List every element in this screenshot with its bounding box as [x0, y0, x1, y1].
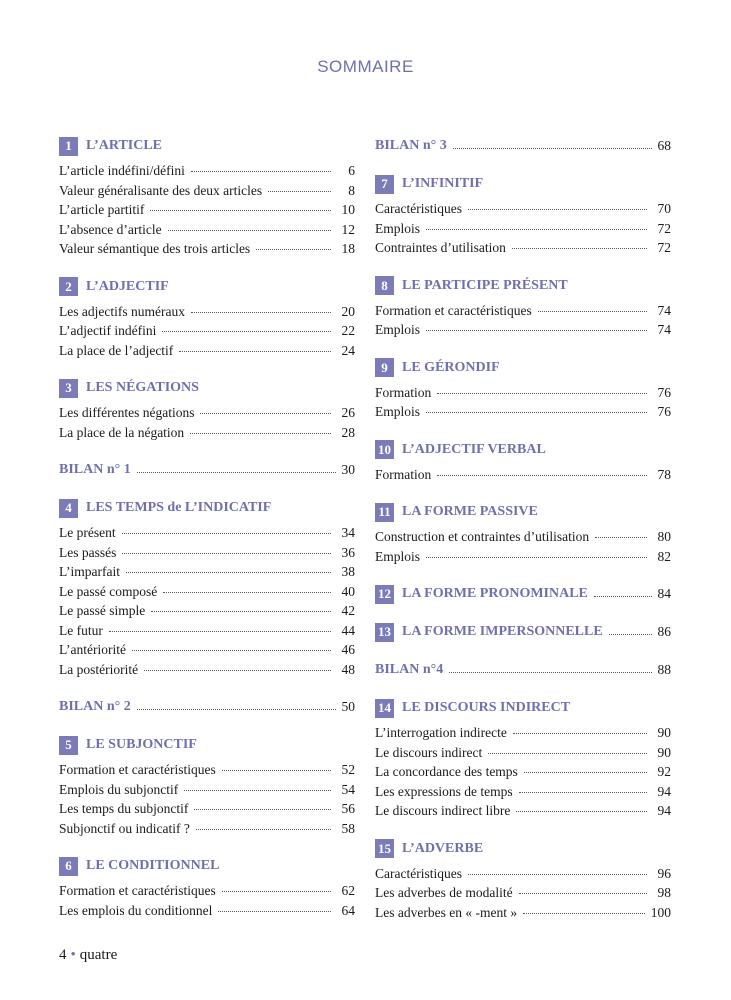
section-gap	[375, 258, 671, 276]
toc-entry-page: 58	[341, 820, 355, 836]
toc-entry-page: 94	[657, 803, 671, 818]
toc-entry-page: 34	[341, 525, 355, 540]
chapter-heading[interactable]	[59, 735, 355, 755]
toc-entry[interactable]	[375, 383, 671, 403]
toc-entry-label: L’antériorité	[59, 642, 126, 657]
toc-entry-label: Les adverbes en « -ment »	[375, 904, 518, 920]
toc-entry[interactable]	[59, 799, 355, 819]
dot-leader	[468, 874, 647, 875]
toc-entry-label: Le discours indirect libre	[375, 803, 511, 818]
chapter-number-badge: 13	[375, 623, 394, 642]
chapter-title: L’INFINITIF	[402, 176, 484, 191]
toc-entry-page: 76	[657, 404, 671, 419]
chapter-title: LES NÉGATIONS	[86, 380, 199, 395]
footer-bullet: •	[70, 947, 76, 963]
toc-entry-label: Valeur généralisante des deux articles	[59, 182, 263, 198]
toc-entry-page: 76	[657, 384, 671, 400]
dot-leader	[218, 911, 331, 912]
toc-entry-label: Le discours indirect	[375, 744, 483, 760]
chapter-heading[interactable]	[375, 358, 671, 378]
toc-entry-label: La concordance des temps	[375, 764, 518, 779]
toc-entry[interactable]	[59, 881, 355, 901]
toc-entry[interactable]	[59, 239, 355, 259]
chapter-number-badge: 1	[59, 137, 78, 156]
chapter-number-badge: 2	[59, 277, 78, 296]
toc-entry[interactable]	[59, 562, 355, 582]
toc-entry[interactable]	[59, 640, 355, 660]
section-gap	[375, 642, 671, 660]
dot-leader	[453, 148, 652, 149]
toc-entry-page: 90	[657, 725, 671, 740]
chapter-page: 86	[657, 624, 671, 639]
toc-entry-label: Caractéristiques	[375, 201, 462, 216]
toc-entry-page: 44	[341, 622, 355, 638]
dot-leader	[194, 809, 331, 810]
chapter-heading[interactable]	[375, 622, 671, 642]
dot-leader	[184, 790, 331, 791]
toc-entry[interactable]	[375, 801, 671, 821]
chapter-title: LE DISCOURS INDIRECT	[402, 700, 571, 715]
chapter-title: L’ADJECTIF	[86, 278, 169, 294]
toc-entry[interactable]	[59, 181, 355, 201]
toc-entry-label: Le passé composé	[59, 583, 158, 599]
chapter-number-badge: 5	[59, 736, 78, 755]
section-gap	[59, 480, 355, 498]
toc-entry-page: 24	[341, 342, 355, 358]
section-gap	[59, 838, 355, 856]
toc-entry-page: 22	[341, 323, 355, 338]
dot-leader	[200, 413, 331, 414]
chapter-section	[375, 698, 671, 821]
chapter-page: 84	[657, 586, 671, 601]
bilan-entry[interactable]	[59, 697, 355, 717]
chapter-section	[375, 358, 671, 422]
toc-entry-page: 78	[657, 466, 671, 482]
toc-entry-page: 72	[657, 220, 671, 236]
dot-leader	[196, 829, 331, 830]
toc-entry[interactable]	[375, 320, 671, 340]
section-gap	[59, 442, 355, 460]
bilan-entry[interactable]	[375, 660, 671, 680]
chapter-section	[59, 856, 355, 920]
dot-leader	[426, 412, 647, 413]
chapter-title: LE PARTICIPE PRÉSENT	[402, 277, 568, 293]
toc-entry[interactable]	[59, 760, 355, 780]
chapter-section	[59, 735, 355, 838]
toc-entry[interactable]	[59, 302, 355, 322]
chapter-section	[59, 277, 355, 361]
toc-entry-page: 98	[657, 885, 671, 900]
toc-entry-label: Formation et caractéristiques	[59, 762, 216, 777]
dot-leader	[437, 393, 647, 394]
dot-leader	[594, 596, 652, 597]
toc-entry[interactable]	[59, 819, 355, 839]
chapter-heading[interactable]	[59, 136, 355, 156]
chapter-heading[interactable]	[59, 378, 355, 398]
chapter-number-badge: 14	[375, 699, 394, 718]
dot-leader	[122, 533, 331, 534]
dot-leader	[516, 811, 647, 812]
dot-leader	[595, 537, 647, 538]
toc-entry-page: 62	[341, 883, 355, 898]
dot-leader	[523, 913, 645, 914]
section-gap	[375, 340, 671, 358]
dot-leader	[144, 670, 331, 671]
toc-entry-page: 46	[341, 642, 355, 657]
bilan-page: 30	[341, 462, 355, 477]
dot-leader	[538, 311, 647, 312]
toc-entry[interactable]	[59, 660, 355, 680]
toc-entry[interactable]	[59, 543, 355, 563]
section-gap	[375, 680, 671, 698]
toc-entry[interactable]	[59, 220, 355, 240]
toc-entry-label: L’interrogation indirecte	[375, 725, 507, 740]
page-title: SOMMAIRE	[317, 57, 414, 76]
toc-entry-label: Emplois	[375, 322, 421, 337]
toc-entry[interactable]	[59, 780, 355, 800]
footer-page-number: 4	[59, 947, 67, 963]
dot-leader	[488, 753, 647, 754]
chapter-number-badge: 8	[375, 276, 394, 295]
dot-leader	[426, 330, 647, 331]
bilan-entry[interactable]	[59, 460, 355, 480]
toc-entry-page: 74	[657, 302, 671, 318]
dot-leader	[151, 611, 331, 612]
chapter-number-badge: 3	[59, 379, 78, 398]
toc-entry-page: 64	[341, 902, 355, 918]
toc-entry[interactable]	[59, 161, 355, 181]
toc-entry-label: La place de l’adjectif	[59, 342, 174, 358]
chapter-number-badge: 11	[375, 503, 394, 522]
bilan-entry[interactable]	[375, 136, 671, 156]
toc-entry-label: Les adverbes de modalité	[375, 885, 513, 900]
dot-leader	[137, 709, 336, 710]
toc-entry-label: La place de la négation	[59, 424, 185, 440]
section-gap	[375, 566, 671, 584]
toc-entry-page: 54	[341, 781, 355, 797]
section-gap	[375, 484, 671, 502]
page-footer	[59, 947, 117, 964]
chapter-heading[interactable]	[59, 856, 355, 876]
toc-entry-label: Emplois	[375, 220, 421, 236]
chapter-section	[375, 839, 671, 923]
toc-entry-page: 26	[341, 405, 355, 420]
toc-entry-page: 100	[650, 904, 671, 920]
toc-entry-page: 10	[341, 202, 355, 217]
toc-entry-label: Les différentes négations	[59, 405, 195, 420]
section-gap	[59, 360, 355, 378]
toc-entry-label: Emplois du subjonctif	[59, 781, 179, 797]
toc-entry[interactable]	[375, 782, 671, 802]
toc-entry[interactable]	[375, 547, 671, 567]
chapter-title: L’ADVERBE	[402, 840, 484, 856]
toc-entry-label: Les temps du subjonctif	[59, 801, 189, 816]
toc-entry[interactable]	[59, 200, 355, 220]
toc-entry-page: 6	[348, 163, 355, 178]
toc-entry-page: 40	[341, 583, 355, 599]
toc-entry[interactable]	[375, 762, 671, 782]
toc-entry-page: 20	[341, 303, 355, 319]
bilan-title: BILAN n° 1	[59, 462, 131, 477]
toc-entry[interactable]	[59, 621, 355, 641]
section-gap	[375, 604, 671, 622]
dot-leader	[191, 171, 331, 172]
toc-entry-label: Le présent	[59, 525, 116, 540]
chapter-title: LE CONDITIONNEL	[86, 858, 220, 873]
toc-entry-label: Formation et caractéristiques	[375, 302, 532, 318]
bilan-page: 50	[341, 699, 355, 714]
dot-leader	[519, 792, 647, 793]
toc-entry-label: Construction et contraintes d’utilisation	[375, 529, 590, 544]
dot-leader	[162, 331, 331, 332]
toc-right-column	[375, 136, 671, 922]
toc-entry-page: 80	[657, 529, 671, 544]
dot-leader	[609, 634, 652, 635]
toc-entry[interactable]	[59, 901, 355, 921]
chapter-section	[375, 440, 671, 485]
bilan-title: BILAN n° 3	[375, 138, 447, 153]
toc-entry[interactable]	[59, 423, 355, 443]
toc-entry-label: L’article partitif	[59, 202, 145, 217]
dot-leader	[426, 557, 647, 558]
dot-leader	[132, 650, 331, 651]
dot-leader	[222, 891, 331, 892]
toc-entry[interactable]	[59, 403, 355, 423]
dot-leader	[449, 672, 651, 673]
toc-entry-label: Le futur	[59, 622, 103, 638]
toc-entry[interactable]	[59, 321, 355, 341]
chapter-section	[59, 136, 355, 259]
toc-entry-page: 42	[341, 603, 355, 618]
chapter-number-badge: 7	[375, 175, 394, 194]
chapter-title: LES TEMPS de L’INDICATIF	[86, 500, 272, 515]
toc-entry[interactable]	[375, 903, 671, 923]
toc-entry[interactable]	[375, 864, 671, 884]
toc-entry-label: Contraintes d’utilisation	[375, 240, 506, 255]
chapter-number-badge: 15	[375, 839, 394, 858]
chapter-title: LE SUBJONCTIF	[86, 737, 197, 752]
toc-entry-page: 8	[348, 182, 355, 198]
dot-leader	[513, 733, 647, 734]
toc-entry[interactable]	[375, 199, 671, 219]
chapter-title: L’ADJECTIF VERBAL	[402, 441, 546, 457]
toc-entry-page: 48	[341, 661, 355, 677]
toc-entry-page: 38	[341, 564, 355, 579]
dot-leader	[150, 210, 331, 211]
toc-entry[interactable]	[59, 523, 355, 543]
chapter-title: LA FORME IMPERSONNELLE	[402, 624, 603, 639]
toc-entry-label: Subjonctif ou indicatif ?	[59, 820, 190, 836]
toc-entry-label: Caractéristiques	[375, 865, 462, 881]
dot-leader	[512, 248, 647, 249]
dot-leader	[437, 475, 647, 476]
toc-entry-page: 52	[341, 762, 355, 777]
dot-leader	[109, 631, 331, 632]
toc-entry-page: 28	[341, 424, 355, 440]
toc-entry-label: Emplois	[375, 548, 421, 564]
chapter-title: L’ARTICLE	[86, 138, 163, 153]
dot-leader	[524, 772, 647, 773]
bilan-title: BILAN n° 2	[59, 699, 131, 714]
chapter-heading[interactable]	[375, 584, 671, 604]
chapter-heading[interactable]	[375, 440, 671, 460]
toc-entry-label: L’adjectif indéfini	[59, 323, 157, 338]
dot-leader	[426, 229, 647, 230]
toc-entry-label: Emplois	[375, 404, 421, 419]
toc-entry-label: La postériorité	[59, 661, 139, 677]
toc-entry-label: L’imparfait	[59, 564, 120, 579]
toc-entry-label: Formation	[375, 384, 432, 400]
toc-entry-page: 56	[341, 801, 355, 816]
toc-entry[interactable]	[375, 238, 671, 258]
toc-entry-page: 96	[657, 865, 671, 881]
dot-leader	[168, 230, 331, 231]
chapter-heading[interactable]	[375, 174, 671, 194]
dot-leader	[268, 191, 331, 192]
toc-entry[interactable]	[375, 219, 671, 239]
chapter-heading[interactable]	[375, 698, 671, 718]
chapter-heading[interactable]	[375, 839, 671, 859]
dot-leader	[256, 249, 331, 250]
toc-entry-page: 18	[341, 241, 355, 256]
toc-entry[interactable]	[375, 743, 671, 763]
section-gap	[375, 821, 671, 839]
section-gap	[375, 422, 671, 440]
toc-entry[interactable]	[59, 341, 355, 361]
footer-page-word: quatre	[79, 947, 118, 963]
chapter-number-badge: 4	[59, 499, 78, 518]
chapter-heading[interactable]	[59, 498, 355, 518]
dot-leader	[122, 553, 331, 554]
chapter-title: LA FORME PRONOMINALE	[402, 586, 588, 601]
section-gap	[59, 717, 355, 735]
toc-entry-page: 12	[341, 221, 355, 237]
dot-leader	[468, 209, 647, 210]
toc-entry-label: Les adjectifs numéraux	[59, 303, 185, 319]
chapter-section	[375, 174, 671, 258]
toc-entry-page: 36	[341, 544, 355, 560]
bilan-page: 88	[657, 662, 671, 677]
toc-entry-label: Formation	[375, 466, 432, 482]
chapter-number-badge: 10	[375, 440, 394, 459]
chapter-section	[375, 276, 671, 340]
bilan-title: BILAN n°4	[375, 662, 444, 677]
dot-leader	[179, 351, 331, 352]
toc-entry-label: Valeur sémantique des trois articles	[59, 241, 251, 256]
dot-leader	[191, 312, 331, 313]
chapter-title: LE GÉRONDIF	[402, 359, 500, 375]
toc-entry-page: 94	[657, 783, 671, 799]
chapter-section	[375, 502, 671, 566]
section-gap	[59, 679, 355, 697]
toc-entry-label: L’article indéfini/défini	[59, 163, 185, 178]
chapter-heading[interactable]	[59, 277, 355, 297]
section-gap	[375, 156, 671, 174]
toc-entry-page: 74	[657, 322, 671, 337]
toc-entry[interactable]	[375, 301, 671, 321]
toc-entry-page: 72	[657, 240, 671, 255]
toc-entry[interactable]	[375, 723, 671, 743]
chapter-section	[59, 378, 355, 442]
bilan-page: 68	[657, 138, 671, 153]
toc-entry-label: Les passés	[59, 544, 117, 560]
chapter-number-badge: 9	[375, 358, 394, 377]
toc-entry[interactable]	[375, 465, 671, 485]
chapter-number-badge: 12	[375, 585, 394, 604]
toc-entry[interactable]	[59, 582, 355, 602]
toc-entry-label: Le passé simple	[59, 603, 146, 618]
chapter-number-badge: 6	[59, 857, 78, 876]
toc-entry[interactable]	[375, 402, 671, 422]
dot-leader	[126, 572, 331, 573]
chapter-heading[interactable]	[375, 276, 671, 296]
toc-entry[interactable]	[59, 601, 355, 621]
toc-entry-page: 82	[657, 548, 671, 564]
toc-entry-page: 90	[657, 744, 671, 760]
dot-leader	[190, 433, 331, 434]
toc-entry[interactable]	[375, 883, 671, 903]
toc-entry-page: 70	[657, 201, 671, 216]
dot-leader	[222, 770, 331, 771]
chapter-heading[interactable]	[375, 502, 671, 522]
section-gap	[59, 259, 355, 277]
dot-leader	[137, 472, 336, 473]
toc-entry-label: L’absence d’article	[59, 221, 162, 237]
toc-entry[interactable]	[375, 527, 671, 547]
toc-entry-label: Les expressions de temps	[375, 783, 513, 799]
toc-entry-label: Formation et caractéristiques	[59, 883, 216, 898]
dot-leader	[519, 893, 647, 894]
dot-leader	[163, 592, 331, 593]
toc-entry-page: 92	[657, 764, 671, 779]
chapter-section	[59, 498, 355, 679]
chapter-title: LA FORME PASSIVE	[402, 504, 538, 519]
toc-left-column	[59, 136, 355, 920]
toc-entry-label: Les emplois du conditionnel	[59, 902, 213, 918]
